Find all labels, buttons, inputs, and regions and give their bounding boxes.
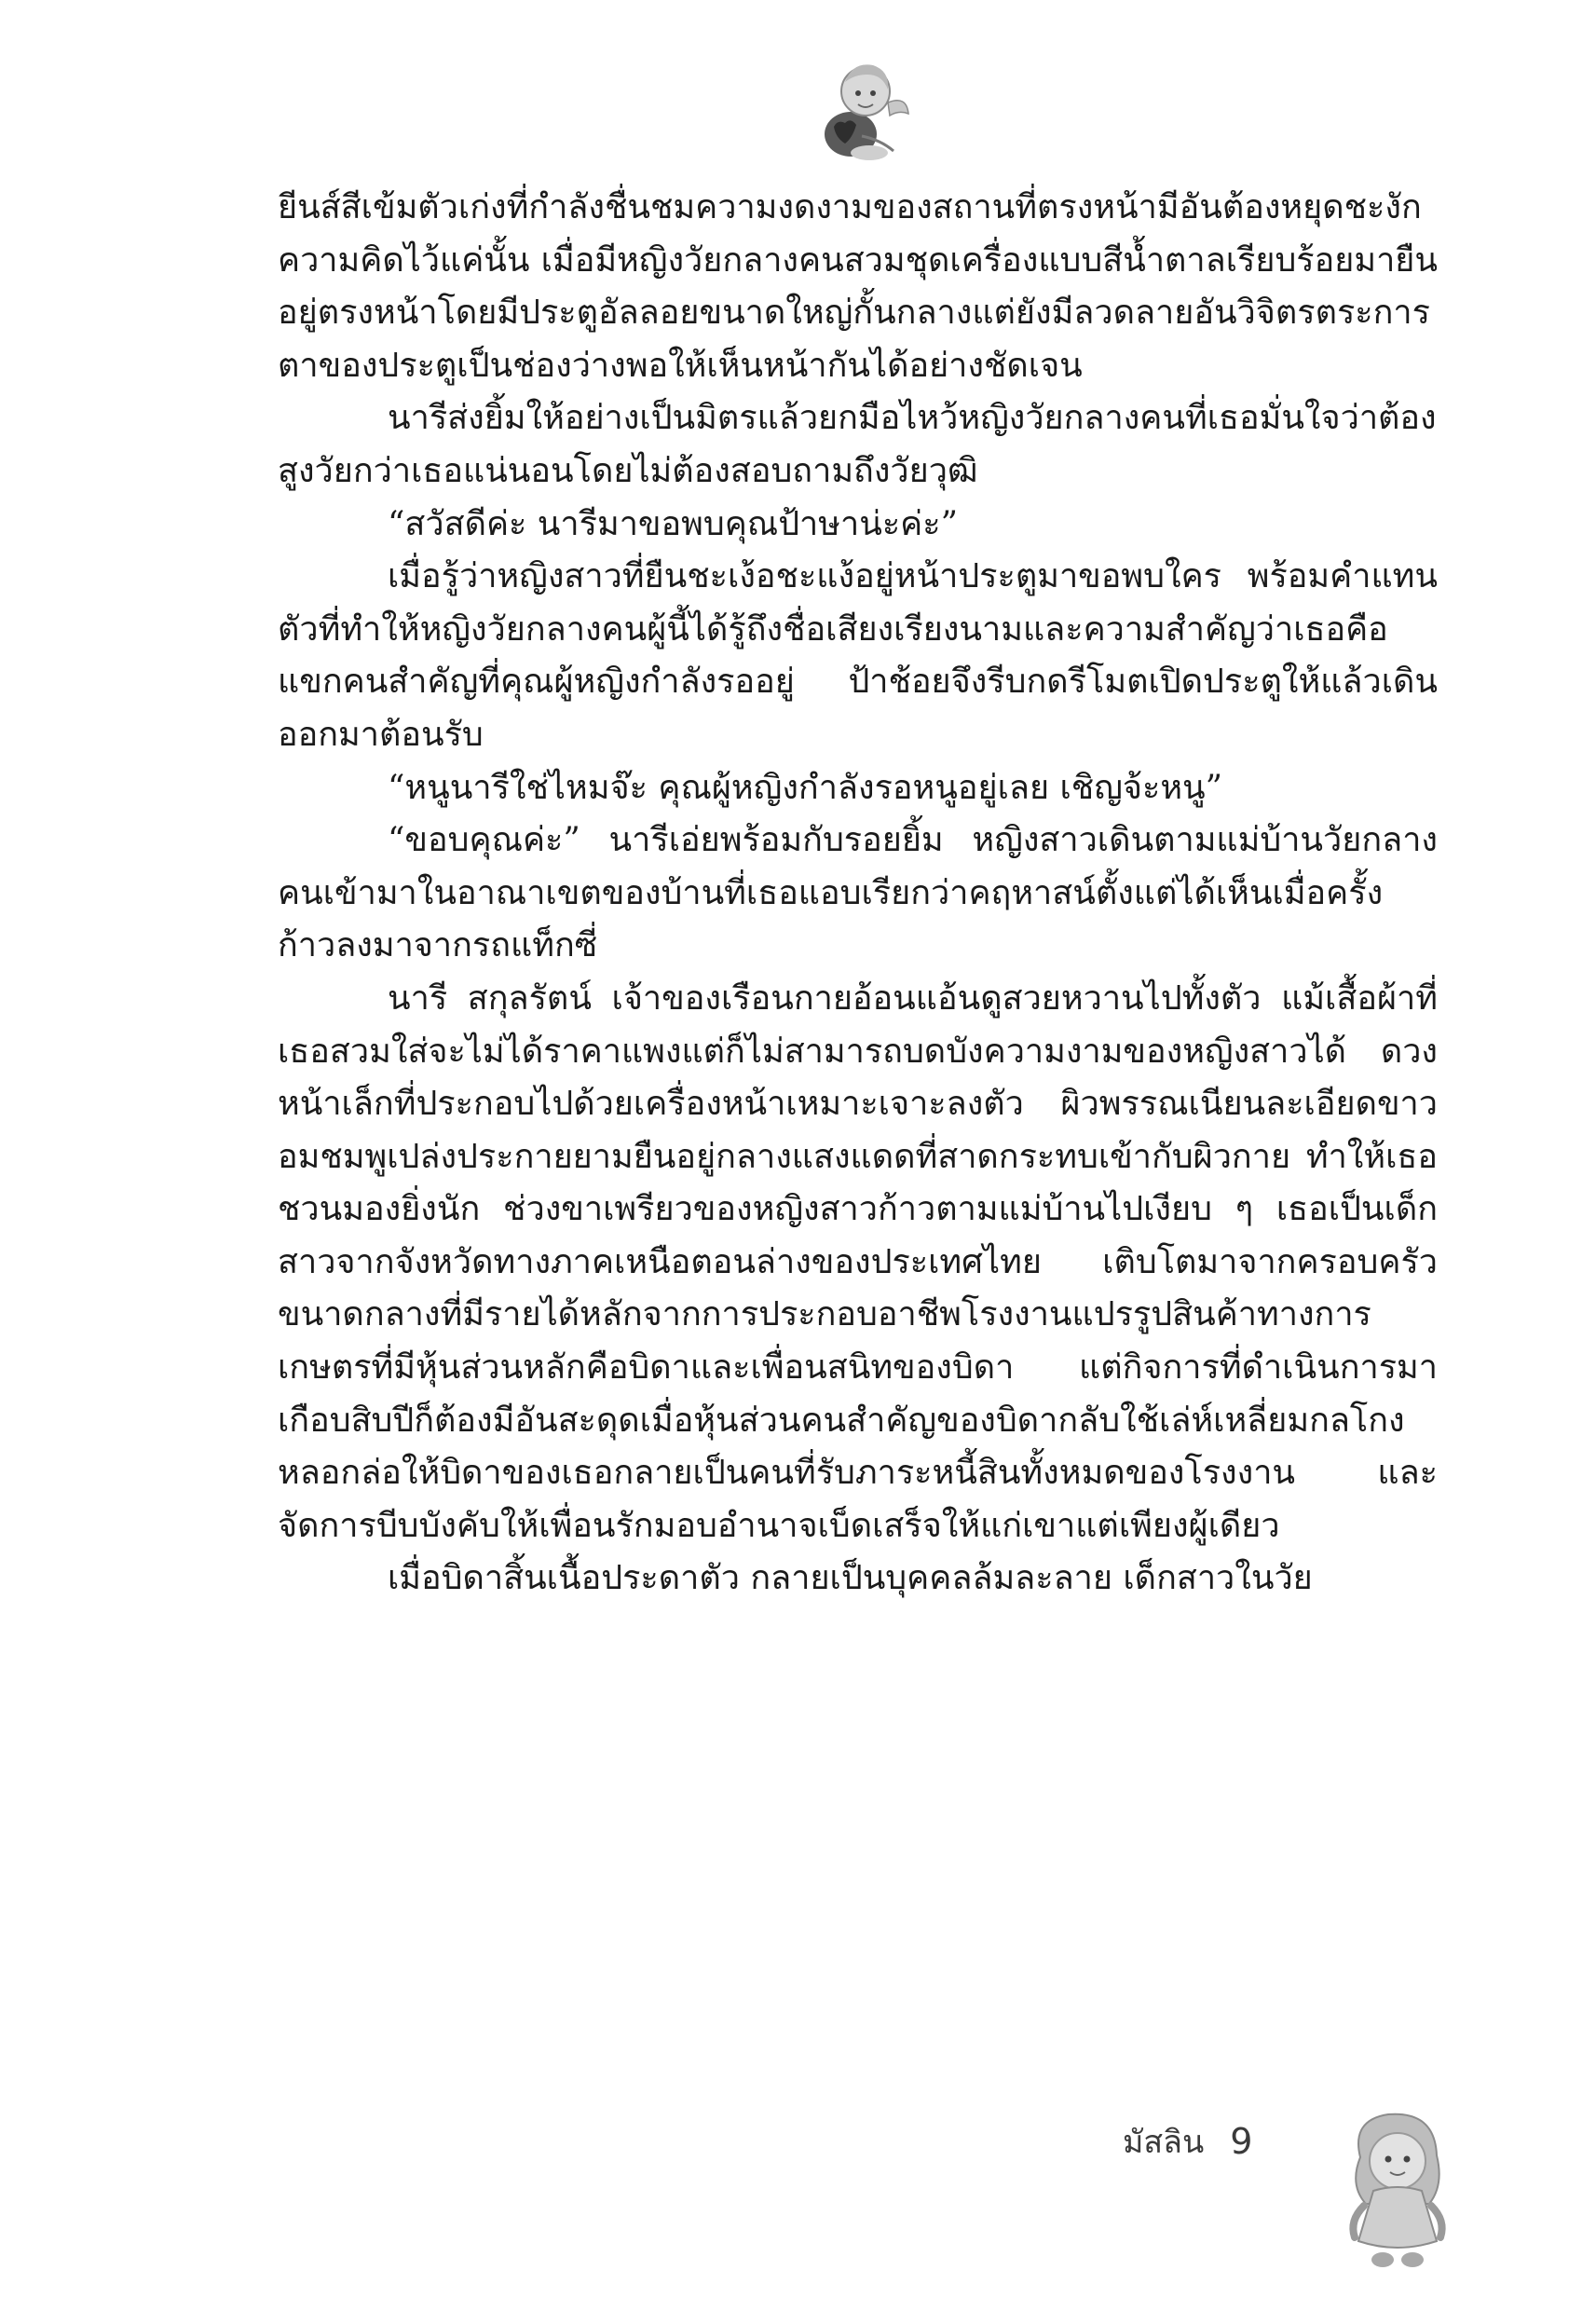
paragraph-5: “หนูนารีใช่ไหมจ๊ะ คุณผู้หญิงกำลังรอหนูอยู่เลย เชิญจ้ะหนู”: [388, 768, 1223, 807]
body-text: [278, 182, 1438, 1606]
paragraph-3: “สวัสดีค่ะ นารีมาขอพบคุณป้าษาน่ะค่ะ”: [388, 504, 958, 543]
paragraph-8: เมื่อบิดาสิ้นเนื้อประดาตัว กลายเป็นบุคคลล้มละลาย เด็กสาวในวัย: [388, 1559, 1313, 1598]
page-footer: [1123, 2113, 1252, 2169]
paragraph-2: นารีส่งยิ้มให้อย่างเป็นมิตรแล้วยกมือไหว้หญิงวัยกลางคนที่เธอมั่นใจว่าต้องสูงวัยกว่าเธอแน่นอนโดยไม่ต้องสอบถามถึงวัยวุฒิ: [278, 399, 1437, 490]
paragraph-6: “ขอบคุณค่ะ” นารีเอ่ยพร้อมกับรอยยิ้ม หญิงสาวเดินตามแม่บ้านวัยกลางคนเข้ามาในอาณาเขตของบ้านที่เธอแอบเรียกว่าคฤหาสน์ตั้งแต่ได้เห็นเมื่อครั้งก้าวลงมาจากรถแท็กซี่: [278, 821, 1438, 965]
cupid-with-heart-icon: [797, 54, 918, 166]
paragraph-4: เมื่อรู้ว่าหญิงสาวที่ยืนชะเง้อชะแง้อยู่หน้าประตูมาขอพบใคร พร้อมคำแทนตัวที่ทำให้หญิงวัยกลางคนผู้นี้ได้รู้ถึงชื่อเสียงเรียงนามและความสำคัญว่าเธอคือแขกคนสำคัญที่คุณผู้หญิงกำลังรออยู่ ป้าช้อยจึงรีบกดรีโมตเปิดประตูให้แล้วเดินออกมาต้อนรับ: [278, 557, 1438, 754]
doll-icon: [1332, 2101, 1463, 2278]
paragraph-1: ยีนส์สีเข้มตัวเก่งที่กำลังชื่นชมความงดงามของสถานที่ตรงหน้ามีอันต้องหยุดชะงักความคิดไว้แค่นั้น เมื่อมีหญิงวัยกลางคนสวมชุดเครื่องแบบสีน้ำตาลเรียบร้อยมายืนอยู่ตรงหน้าโดยมีประตูอัลลอยขนาดใหญ่กั้นกลางแต่ยังมีลวดลายอันวิจิตรตระการตาของประตูเป็นช่องว่างพอให้เห็นหน้ากันได้อย่างชัดเจน: [278, 188, 1438, 385]
book-title: มัสลิน: [1123, 2124, 1205, 2161]
page-number: 9: [1230, 2121, 1253, 2162]
paragraph-7: นารี สกุลรัตน์ เจ้าของเรือนกายอ้อนแอ้นดูสวยหวานไปทั้งตัว แม้เสื้อผ้าที่เธอสวมใส่จะไม่ได้ราคาแพงแต่ก็ไม่สามารถบดบังความงามของหญิงสาวได้ ดวงหน้าเล็กที่ประกอบไปด้วยเครื่องหน้าเหมาะเจาะลงตัว ผิวพรรณเนียนละเอียดขาวอมชมพูเปล่งประกายยามยืนอยู่กลางแสงแดดที่สาดกระทบเข้ากับผิวกาย ทำให้เธอชวนมองยิ่งนัก ช่วงขาเพรียวของหญิงสาวก้าวตามแม่บ้านไปเงียบ ๆ เธอเป็นเด็กสาวจากจังหวัดทางภาคเหนือตอนล่างของประเทศไทย เติบโตมาจากครอบครัวขนาดกลางที่มีรายได้หลักจากการประกอบอาชีพโรงงานแปรรูปสินค้าทางการเกษตรที่มีหุ้นส่วนหลักคือบิดาและเพื่อนสนิทของบิดา แต่กิจการที่ดำเนินการมาเกือบสิบปีก็ต้องมีอันสะดุดเมื่อหุ้นส่วนคนสำคัญของบิดากลับใช้เล่ห์เหลี่ยมกลโกงหลอกล่อให้บิดาของเธอกลายเป็นคนที่รับภาระหนี้สินทั้งหมดของโรงงาน และจัดการบีบบังคับให้เพื่อนรักมอบอำนาจเบ็ดเสร็จให้แก่เขาแต่เพียงผู้เดียว: [278, 978, 1438, 1545]
